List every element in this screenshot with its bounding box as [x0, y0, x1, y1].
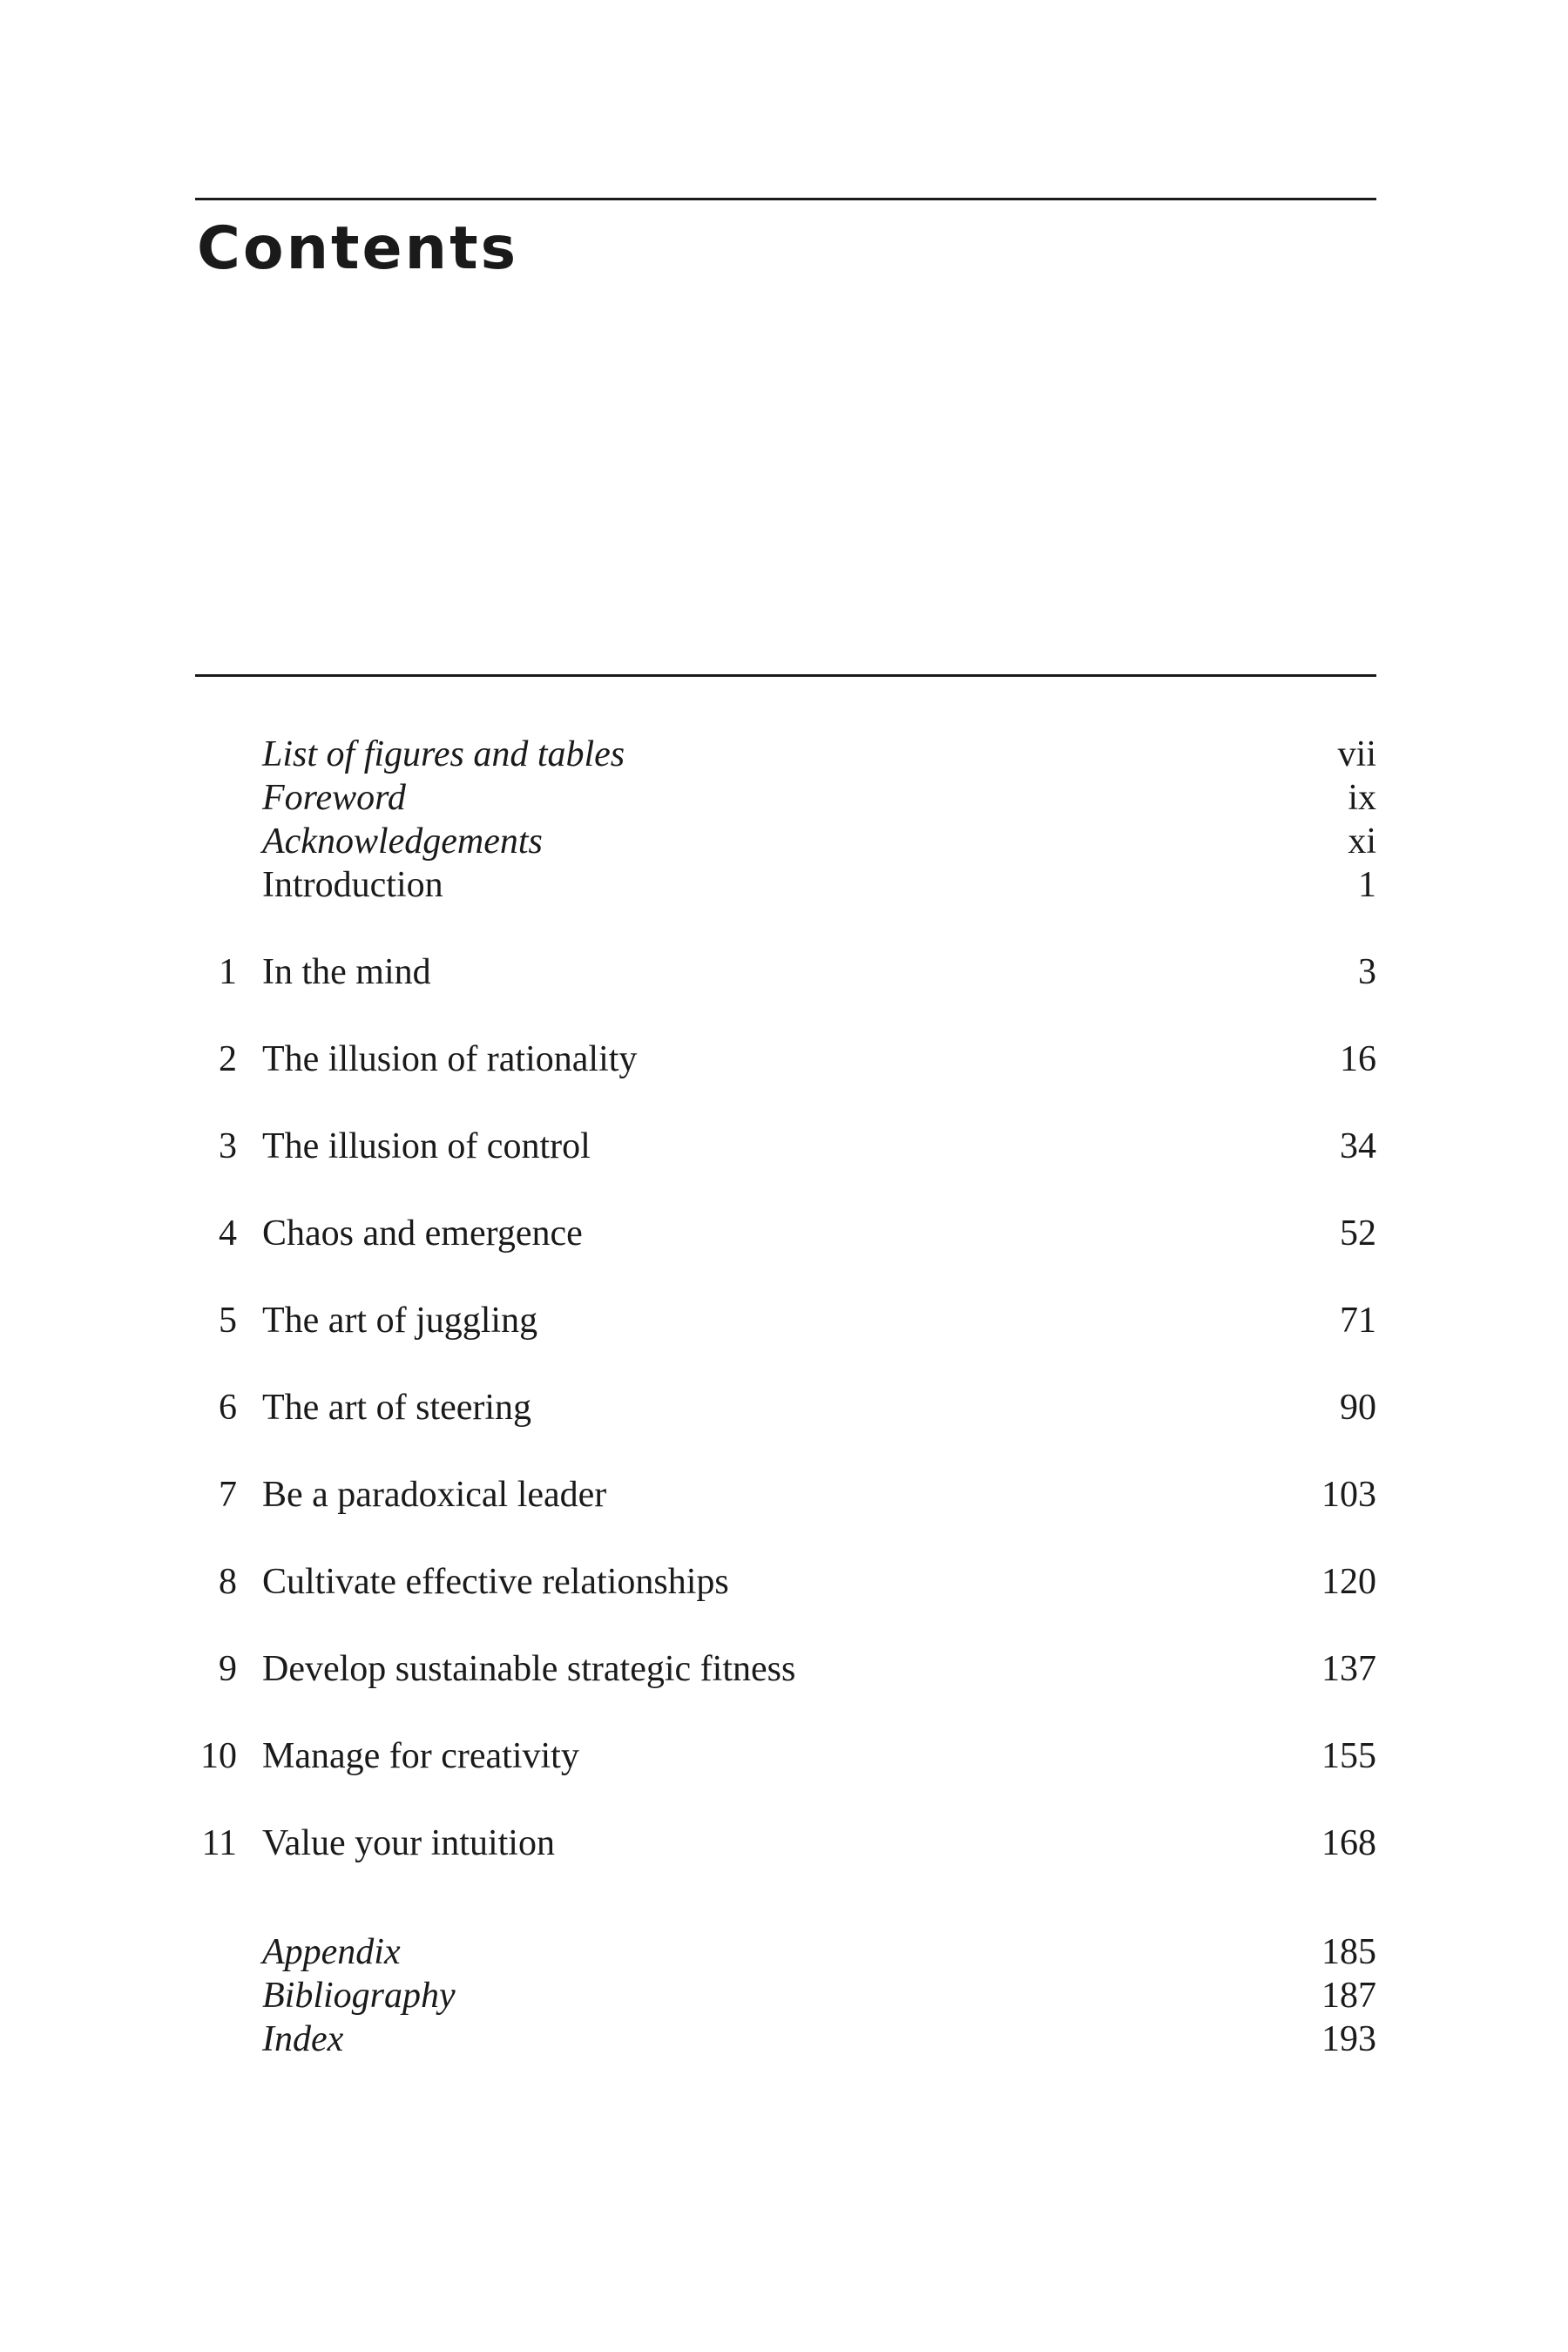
- toc-entry-acknowledgements[interactable]: [195, 819, 1376, 864]
- toc-entry-introduction[interactable]: [195, 862, 1376, 908]
- toc-chapter-2[interactable]: [195, 1037, 1376, 1082]
- toc-chapter-page: 34: [1340, 1126, 1376, 1166]
- toc-chapter-page: 155: [1321, 1736, 1376, 1776]
- toc-entry-foreword[interactable]: [195, 775, 1376, 821]
- toc-chapter-1[interactable]: [195, 950, 1376, 995]
- toc-entry-title: Appendix: [262, 1932, 401, 1972]
- toc-entry-page: 193: [1321, 2019, 1376, 2059]
- toc-chapter-number: 9: [219, 1649, 237, 1689]
- toc-entry-index[interactable]: [195, 2017, 1376, 2062]
- toc-chapter-number: 11: [201, 1823, 237, 1863]
- toc-chapter-6[interactable]: [195, 1385, 1376, 1430]
- toc-chapter-title: Cultivate effective relationships: [262, 1562, 729, 1602]
- toc-chapter-number: 3: [219, 1126, 237, 1166]
- toc-chapter-7[interactable]: [195, 1472, 1376, 1517]
- toc-entry-title: Introduction: [262, 865, 443, 905]
- toc-entry-bibliography[interactable]: [195, 1973, 1376, 2018]
- toc-entry-title: List of figures and tables: [262, 734, 625, 774]
- toc-entry-page: 1: [1358, 865, 1376, 905]
- toc-chapter-title: The illusion of rationality: [262, 1039, 638, 1079]
- toc-chapter-page: 90: [1340, 1388, 1376, 1428]
- toc-chapter-number: 1: [219, 952, 237, 992]
- page-title: Contents: [197, 214, 519, 283]
- toc-chapter-number: 5: [219, 1301, 237, 1341]
- toc-entry-title: Acknowledgements: [262, 821, 543, 862]
- toc-entry-list-of-figures[interactable]: [195, 732, 1376, 777]
- toc-chapter-title: The illusion of control: [262, 1126, 591, 1166]
- toc-entry-appendix[interactable]: [195, 1930, 1376, 1975]
- toc-entry-title: Foreword: [262, 778, 406, 818]
- toc-chapter-9[interactable]: [195, 1646, 1376, 1692]
- toc-chapter-page: 71: [1340, 1301, 1376, 1341]
- toc-chapter-number: 8: [219, 1562, 237, 1602]
- middle-rule: [195, 674, 1376, 677]
- toc-chapter-page: 52: [1340, 1213, 1376, 1254]
- toc-chapter-number: 2: [219, 1039, 237, 1079]
- toc-entry-title: Bibliography: [262, 1976, 456, 2016]
- toc-entry-page: vii: [1337, 734, 1376, 774]
- toc-entry-page: xi: [1348, 821, 1376, 862]
- toc-entry-page: 187: [1321, 1976, 1376, 2016]
- toc-chapter-page: 103: [1321, 1475, 1376, 1515]
- toc-chapter-number: 4: [219, 1213, 237, 1254]
- toc-chapter-page: 120: [1321, 1562, 1376, 1602]
- toc-chapter-title: The art of juggling: [262, 1301, 538, 1341]
- toc-entry-title: Index: [262, 2019, 344, 2059]
- top-rule: [195, 198, 1376, 200]
- toc-chapter-title: Chaos and emergence: [262, 1213, 583, 1254]
- toc-chapter-title: Manage for creativity: [262, 1736, 579, 1776]
- toc-chapter-5[interactable]: [195, 1298, 1376, 1343]
- toc-chapter-number: 6: [219, 1388, 237, 1428]
- toc-chapter-number: 10: [200, 1736, 237, 1776]
- toc-chapter-page: 168: [1321, 1823, 1376, 1863]
- toc-chapter-title: In the mind: [262, 952, 431, 992]
- toc-entry-page: ix: [1348, 778, 1376, 818]
- toc-chapter-number: 7: [219, 1475, 237, 1515]
- toc-chapter-title: Be a paradoxical leader: [262, 1475, 607, 1515]
- toc-chapter-8[interactable]: [195, 1559, 1376, 1605]
- toc-chapter-page: 3: [1358, 952, 1376, 992]
- toc-chapter-4[interactable]: [195, 1211, 1376, 1256]
- toc-chapter-title: Value your intuition: [262, 1823, 555, 1863]
- toc-chapter-3[interactable]: [195, 1124, 1376, 1169]
- toc-chapter-title: The art of steering: [262, 1388, 532, 1428]
- toc-chapter-page: 137: [1321, 1649, 1376, 1689]
- toc-chapter-page: 16: [1340, 1039, 1376, 1079]
- toc-chapter-title: Develop sustainable strategic fitness: [262, 1649, 796, 1689]
- toc-chapter-11[interactable]: [195, 1821, 1376, 1866]
- toc-entry-page: 185: [1321, 1932, 1376, 1972]
- toc-chapter-10[interactable]: [195, 1734, 1376, 1779]
